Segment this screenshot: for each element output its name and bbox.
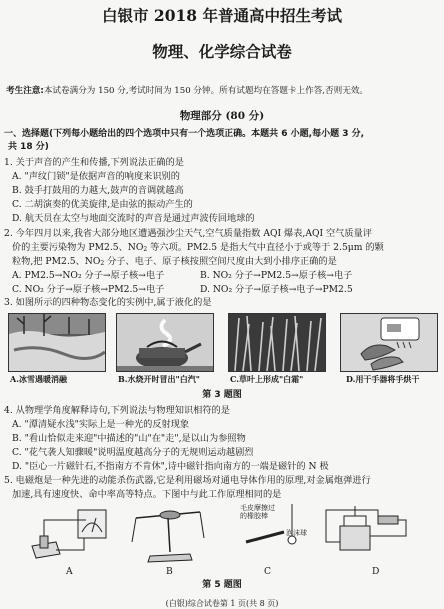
- q5-line1: 5. 电磁炮是一种先进的动能杀伤武器,它是利用磁场对通电导体作用的原理,对金属炮弹进行: [4, 475, 371, 486]
- q3-photo-a-melting-snow: [8, 313, 106, 372]
- q5-letter-c: C: [264, 566, 272, 577]
- q2-line3: 粒物,把 PM2.5、NO2 分子、电子、原子核按照空间尺度由大到小排序正确的是: [12, 256, 337, 267]
- q3-photo-b-boiling-kettle: [116, 313, 214, 372]
- q2-line2: 价的主要污染物为 PM2.5、NO2 等六项。PM2.5 是指大气中直径小于或等于 2.5μm 的颗: [12, 242, 384, 253]
- q3-caption-d: D.用干手器将手烘干: [346, 374, 420, 384]
- q3-photo-d-hand-dryer: [340, 313, 438, 372]
- q2-line1: 2. 今年四月以来,我省大部分地区遭遇强沙尘天气,空气质量指数 AQI 爆表,AQI 空气质量评: [4, 228, 372, 239]
- q5-line2: 加速,具有速度快、命中率高等特点。下图中与此工作原理相同的是: [12, 489, 282, 500]
- q3-photo-c-frosted-grass: [228, 313, 326, 372]
- notice-text: 本试卷满分为 150 分,考试时间为 150 分钟。所有试题均在答题卡上作答,否则无效。: [43, 86, 369, 96]
- q5-figure-label: 第 5 题图: [202, 580, 242, 590]
- q3-caption-b: B.水烧开时冒出"白汽": [118, 374, 200, 384]
- q5-annotation-ball: 泡沫球: [286, 529, 307, 537]
- q5-letter-d: D: [372, 566, 380, 577]
- q3-figure-label: 第 3 题图: [202, 390, 242, 400]
- q3-caption-a: A.冰雪遇暖消融: [10, 374, 67, 384]
- q1-option-c: C. 二胡演奏的优美旋律,是由弦的振动产生的: [12, 199, 193, 210]
- q5-diagram-d-motor: [320, 502, 430, 564]
- q3-caption-c: C.草叶上形成"白霜": [230, 374, 304, 384]
- q4-stem: 4. 从物理学角度解释诗句,下列说法与物理知识相符的是: [4, 405, 230, 416]
- q2-option-d: D. NO₂ 分子→原子核→电子→PM2.5: [200, 284, 353, 295]
- q5-diagram-b-current-magnetic: [130, 502, 206, 564]
- exam-title: 白银市 2018 年普通高中招生考试: [102, 6, 342, 25]
- q4-option-d: D. "臣心一片磁针石,不指南方不肯休",诗中磁针指向南方的一端是磁针的 N 极: [12, 461, 329, 472]
- q5-letter-a: A: [66, 566, 73, 577]
- q4-option-b: B. "看山恰似走来迎"中描述的"山"在"走",是以山为参照物: [12, 433, 246, 444]
- notice-label: 考生注意:: [6, 86, 44, 96]
- q4-option-a: A. "潭清疑水浅"实际上是一种光的反射现象: [12, 419, 190, 430]
- q3-stem: 3. 如图所示的四种物态变化的实例中,属于液化的是: [4, 297, 212, 308]
- part1-heading-line2: 共 18 分): [8, 142, 49, 152]
- page-footer: (白银)综合试卷第 1 页(共 8 页): [165, 599, 279, 608]
- q2-option-c: C. NO₂ 分子→原子核→PM2.5→电子: [12, 284, 165, 295]
- part1-heading-line1: 一、选择题(下列每小题给出的四个选项中只有一个选项正确。本题共 6 小题,每小题 3 分,: [4, 129, 365, 139]
- exam-notice: [6, 84, 438, 96]
- q5-diagram-a-generator: [26, 502, 116, 564]
- q5-letter-b: B: [166, 566, 173, 577]
- section-heading: 物理部分 (80 分): [179, 110, 265, 122]
- q2-option-a: A. PM2.5→NO₂ 分子→原子核→电子: [12, 270, 165, 281]
- exam-subtitle: 物理、化学综合试卷: [152, 42, 292, 61]
- q1-option-d: D. 航天员在太空与地面交流时的声音是通过声波传回地球的: [12, 213, 255, 224]
- q1-stem: 1. 关于声音的产生和传播,下列说法正确的是: [4, 157, 184, 168]
- q4-option-c: C. "花气袭人知骤暖"说明温度越高分子的无规则运动越剧烈: [12, 447, 254, 458]
- q5-annotation-rod: 毛皮摩擦过 的橡胶棒: [240, 504, 275, 520]
- q1-option-b: B. 鼓手打鼓用的力越大,鼓声的音调就越高: [12, 185, 184, 196]
- q1-option-a: A. "声纹门锁"是依据声音的响度来识别的: [12, 171, 180, 182]
- q2-option-b: B. NO₂ 分子→PM2.5→原子核→电子: [200, 270, 353, 281]
